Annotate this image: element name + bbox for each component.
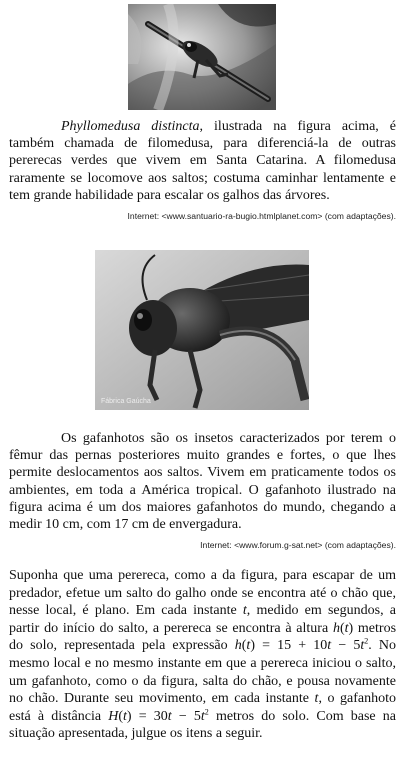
text-segment: ( bbox=[339, 620, 345, 636]
text-segment: Suponha que uma perereca, como a da figura, para escapar de um predador, efetue um salto do galho onde se encontra até o chão que, nesse local, é plano. Em cada instante bbox=[9, 568, 396, 619]
photo-watermark: Fábrica Gaúcha bbox=[101, 398, 151, 405]
problem-statement-paragraph bbox=[9, 567, 396, 743]
math-variable: t bbox=[167, 708, 172, 724]
grasshopper-description-paragraph: Os gafanhotos são os insetos caracterizados por terem o fêmur das pernas posteriores muito grandes e fortes, o que lhes permite deslocamentos aos saltos. Vivem em praticamente todos os ambientes, em toda a América tropical. O gafanhoto ilustrado na figura acima é um dos maiores gafanhotos do mundo, chegando a medir 10 cm, com 17 cm de envergadura. bbox=[9, 431, 396, 533]
text-segment: , o gafanhoto está à distância bbox=[9, 691, 396, 724]
grasshopper-photo-graphic bbox=[95, 250, 309, 410]
text-segment: , medido em segundos, a partir do início do salto, a perereca se encontra à altura bbox=[9, 603, 397, 636]
exponent: 2 bbox=[204, 707, 209, 717]
math-variable: H bbox=[108, 708, 119, 724]
math-variable: h bbox=[234, 638, 242, 654]
math-variable: t bbox=[327, 638, 332, 654]
text-segment: ) metros do solo, representada pela expressão bbox=[9, 620, 397, 654]
math-variable: t bbox=[123, 708, 127, 724]
math-variable: t bbox=[200, 708, 205, 724]
frog-photo-graphic bbox=[128, 4, 276, 110]
frog-description-paragraph bbox=[9, 118, 396, 204]
math-variable: t bbox=[242, 603, 247, 619]
frog-source-citation: Internet: <www.santuario-ra-bugio.htmlplanet.com> (com adaptações). bbox=[127, 211, 396, 221]
text-segment: ( bbox=[241, 638, 247, 654]
species-name: Phyllomedusa distincta bbox=[61, 119, 200, 134]
grasshopper-photo bbox=[95, 250, 309, 410]
text-segment: ) = 15 + 10 bbox=[250, 638, 328, 654]
text-segment: metros do solo. Com base na situação apresentada, julgue os itens a seguir. bbox=[9, 708, 396, 742]
math-variable: t bbox=[314, 691, 319, 707]
math-variable: t bbox=[360, 638, 365, 654]
text-segment: ) = 30 bbox=[126, 708, 168, 724]
math-variable: t bbox=[344, 620, 349, 636]
exponent: 2 bbox=[364, 636, 369, 646]
math-variable: h bbox=[332, 620, 340, 636]
frog-photo bbox=[128, 4, 276, 110]
text-segment: . No mesmo local e no mesmo instante em que a perereca iniciou o salto, um gafanhoto, como o da figura, salta do chão, e pousa novamente no chão. Durante seu movimento, em cada instante bbox=[9, 638, 396, 707]
text-segment: − 5 bbox=[331, 638, 361, 654]
text-segment: ( bbox=[118, 708, 124, 724]
frog-description-text: , ilustrada na figura acima, é também chamada de filomedusa, para diferenciá-la de outras pererecas verdes que vivem em Santa Catarina. A filomedusa raramente se locomove aos saltos; costuma caminhar lentamente e tem grande habilidade para escalar os galhos das árvores. bbox=[9, 119, 397, 203]
grasshopper-source-citation: Internet: <www.forum.g-sat.net> (com adaptações). bbox=[200, 540, 396, 550]
math-variable: t bbox=[246, 638, 251, 654]
text-segment: − 5 bbox=[171, 708, 201, 724]
